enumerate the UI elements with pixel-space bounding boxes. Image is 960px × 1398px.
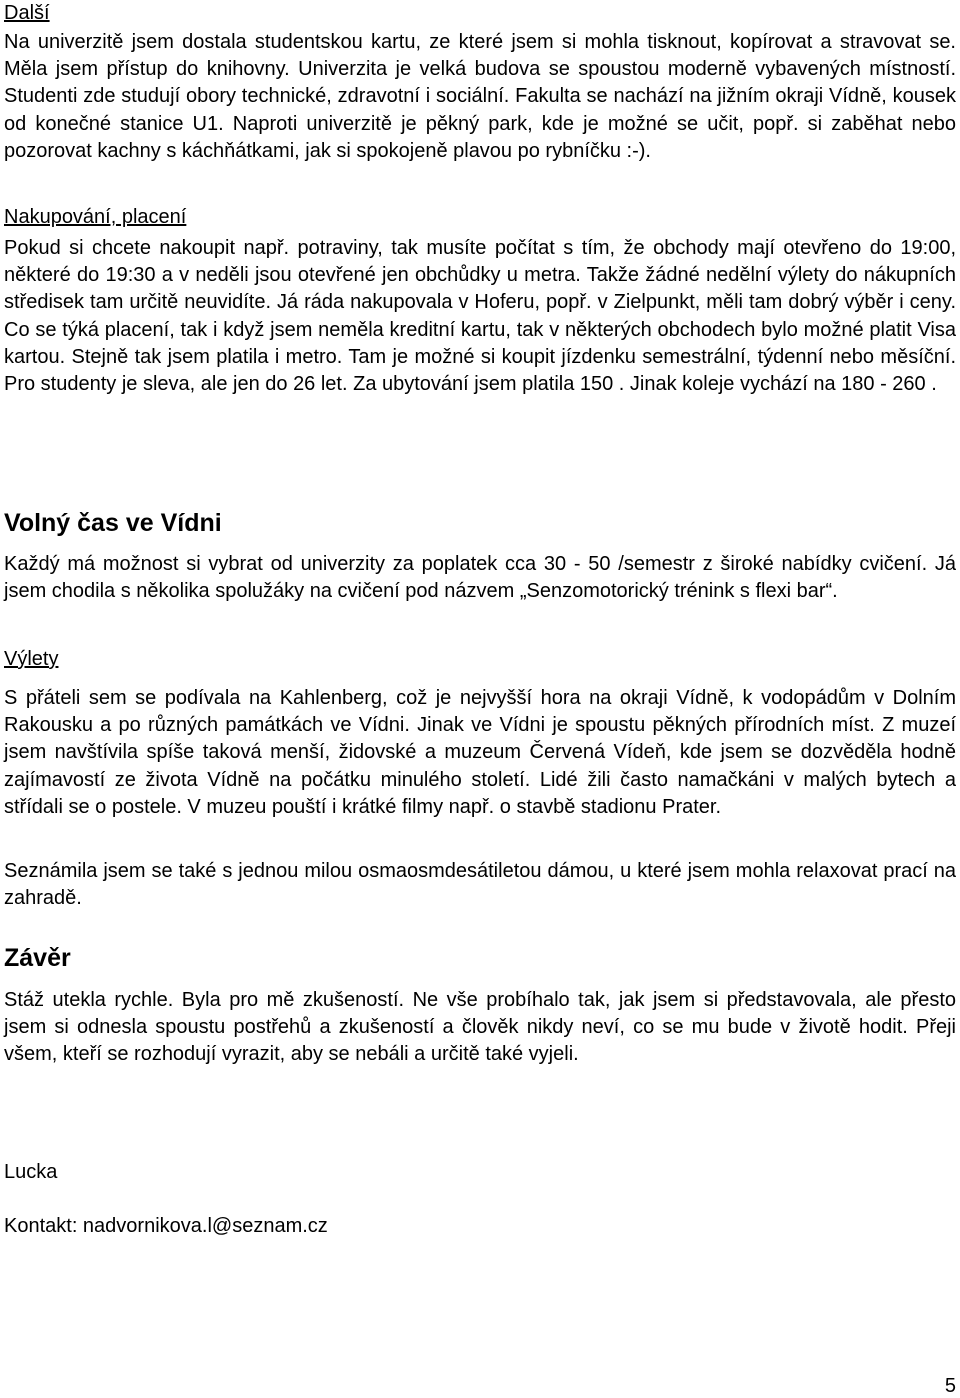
contact-info: Kontakt: nadvornikova.l@seznam.cz bbox=[4, 1215, 328, 1237]
section-subtitle-dalsi: Další bbox=[4, 2, 50, 24]
heading-volny-cas: Volný čas ve Vídni bbox=[4, 509, 222, 537]
signature: Lucka bbox=[4, 1161, 58, 1183]
page-number: 5 bbox=[944, 1375, 956, 1397]
paragraph-zaver: Stáž utekla rychle. Byla pro mě zkušeností. Ne vše probíhalo tak, jak jsem si představovala, ale přesto jsem si odnesla spoustu postřehů a zkušeností a člověk nikdy neví, co se mu bude v životě hodit. Přeji všem, kteří se rozhodují vyrazit, aby se nebáli a určitě také vyjeli. bbox=[4, 989, 956, 1066]
paragraph-dalsi: Na univerzitě jsem dostala studentskou kartu, ze které jsem si mohla tisknout, kopírovat a stravovat se. Měla jsem přístup do knihovny. Univerzita je velká budova se spoustou moderně vybavených místností. Studenti zde studují obory technické, zdravotní i sociální. Fakulta se nachází na jižním okraji Vídně, kousek od konečné stanice U1. Naproti univerzitě je pěkný park, kde je možné se učit, popř. si zaběhat nebo pozorovat kachny s káchňátkami, jak si spokojeně plavou po rybníčku :-). bbox=[4, 31, 956, 162]
paragraph-nakupovani: Pokud si chcete nakoupit např. potraviny, tak musíte počítat s tím, že obchody mají otevřeno do 19:00, některé do 19:30 a v neděli jsou otevřené jen obchůdky u metra. Takže žádné nedělní výlety do nákupních středisek tam určitě neuvidíte. Já ráda nakupovala v Hoferu, popř. v Zielpunkt, měli tam dobrý výběr i ceny. Co se týká placení, tak i když jsem neměla kreditní kartu, tak v některých obchodech bylo možné platit Visa kartou. Stejně tak jsem platila i metro. Tam je možné si koupit jízdenku semestrální, týdenní nebo měsíční. Pro studenty je sleva, ale jen do 26 let. Za ubytování jsem platila 150 . Jinak koleje vychází na 180 - 260 . bbox=[4, 237, 956, 396]
paragraph-volny-cas: Každý má možnost si vybrat od univerzity za poplatek cca 30 - 50 /semestr z široké nabídky cvičení. Já jsem chodila s několika spolužáky na cvičení pod názvem „Senzomotorický trénink s flexi bar“. bbox=[4, 553, 956, 603]
section-subtitle-vylety: Výlety bbox=[4, 648, 59, 670]
heading-zaver: Závěr bbox=[4, 944, 71, 972]
section-subtitle-nakupovani: Nakupování, placení bbox=[4, 206, 187, 228]
paragraph-vylety-2: Seznámila jsem se také s jednou milou osmaosmdesátiletou dámou, u které jsem mohla relaxovat prací na zahradě. bbox=[4, 860, 956, 910]
paragraph-vylety: S přáteli sem se podívala na Kahlenberg, což je nejvyšší hora na okraji Vídně, k vodopádům v Dolním Rakousku a po různých památkách ve Vídni. Jinak ve Vídni je spoustu pěkných přírodních míst. Z muzeí jsem navštívila spíše taková menší, židovské a muzeum Červená Vídeň, kde jsem se dozvěděla hodně zajímavostí ze života Vídně na počátku minulého století. Lidé žili často namačkáni v malých bytech a střídali se o postele. V muzeu pouští i krátké filmy např. o stavbě stadionu Prater. bbox=[4, 687, 956, 818]
